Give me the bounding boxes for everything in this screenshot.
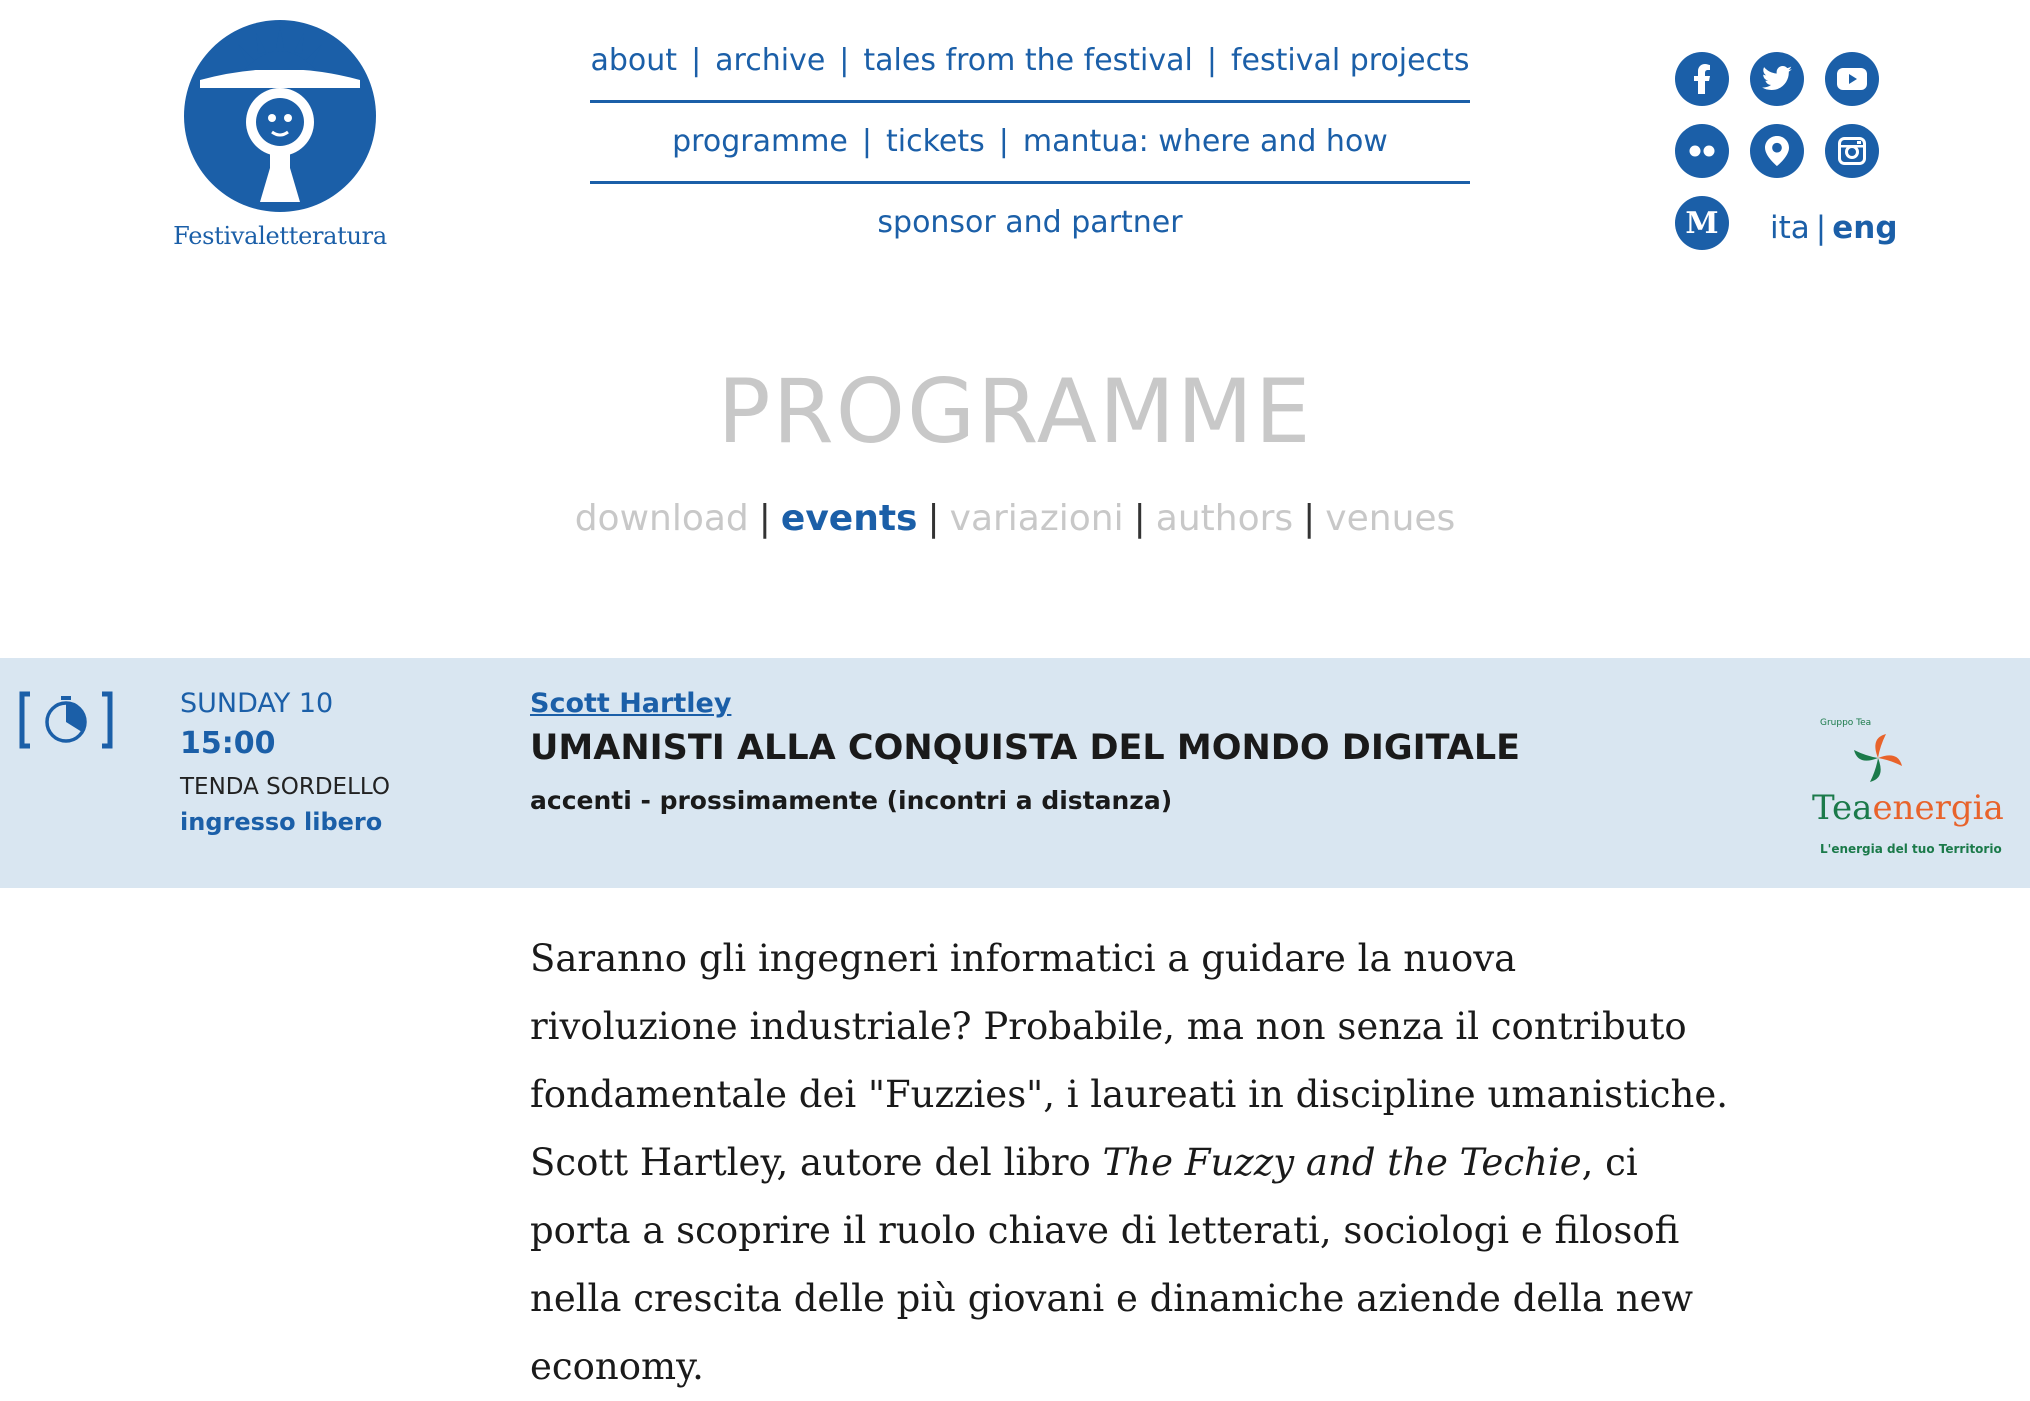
clock-icon [18,690,114,754]
nav-separator: | [861,124,872,159]
lion-logo-icon [182,18,378,214]
book-title: The Fuzzy and the Techie [1102,1141,1582,1184]
pinwheel-icon [1850,730,1906,786]
nav-separator: | [998,124,1009,159]
map-pin-icon[interactable] [1750,124,1804,178]
nav-row-3 [590,184,1470,262]
event-time: 15:00 [180,726,276,761]
nav-separator: | [839,43,850,78]
nav-row-1 [590,22,1470,103]
sponsor-tagline: L'energia del tuo Territorio [1820,842,2002,856]
language-switch [1770,210,1898,246]
page-title: PROGRAMME [717,360,1313,463]
sponsor-name [1812,788,2012,828]
subnav-separator: | [1133,498,1146,539]
lang-ita[interactable]: ita [1770,210,1810,246]
event-title: UMANISTI ALLA CONQUISTA DEL MONDO DIGITALE [530,728,1521,768]
subnav-separator: | [1303,498,1316,539]
subnav-separator: | [927,498,940,539]
nav-row-2 [590,103,1470,184]
lang-eng[interactable]: eng [1832,210,1898,246]
nav-separator: | [691,43,702,78]
event-day: SUNDAY 10 [180,688,334,719]
description-part-1: Saranno gli ingegneri informatici a guidare la nuova rivoluzione industriale? Probabile, ma non senza il contributo fondamentale dei "Fuzzies", i laureati in discipline umanistiche. Scott Hartley, autore del libro [530,937,1729,1184]
facebook-icon[interactable] [1675,52,1729,106]
nav-sponsor-and-partner[interactable]: sponsor and partner [877,205,1183,240]
instagram-icon[interactable] [1825,124,1879,178]
flickr-icon[interactable] [1675,124,1729,178]
subnav-events[interactable]: events [780,498,918,539]
youtube-icon[interactable] [1825,52,1879,106]
event-header [0,658,2030,888]
sponsor-name-energia: energia [1872,788,2004,828]
nav-mantua-where-and-how[interactable]: mantua: where and how [1022,124,1388,159]
medium-glyph: M [1685,205,1719,241]
subnav-separator: | [758,498,771,539]
nav-tales-from-the-festival[interactable]: tales from the festival [863,43,1193,78]
event-series: accenti - prossimamente (incontri a distanza) [530,786,1173,815]
nav-archive[interactable]: archive [715,43,826,78]
logo-text: Festivaletteratura [173,222,387,250]
subnav-download[interactable]: download [574,498,749,539]
twitter-icon[interactable] [1750,52,1804,106]
description-part-2: , ci porta a scoprire il ruolo chiave di letterati, sociologi e filosofi nella crescita delle più giovani e dinamiche aziende della new economy. [530,1141,1694,1388]
sponsor-name-tea: Tea [1812,788,1873,828]
event-venue: TENDA SORDELLO [180,774,390,800]
sponsor-group: Gruppo Tea [1820,718,1872,728]
festival-logo[interactable] [170,18,390,258]
subnav-venues[interactable]: venues [1325,498,1456,539]
sponsor-logo[interactable] [1812,718,2012,856]
nav-separator: | [1206,43,1217,78]
programme-subnav [0,498,2030,539]
nav-programme[interactable]: programme [672,124,848,159]
subnav-authors[interactable]: authors [1155,498,1294,539]
lang-separator: | [1815,210,1827,246]
main-nav [590,22,1470,262]
medium-icon[interactable] [1675,196,1729,250]
nav-about[interactable]: about [590,43,678,78]
subnav-variazioni[interactable]: variazioni [949,498,1124,539]
nav-tickets[interactable]: tickets [886,124,985,159]
event-description [530,925,1730,1401]
event-author-link[interactable]: Scott Hartley [530,688,732,719]
event-entry-info: ingresso libero [180,808,383,836]
nav-festival-projects[interactable]: festival projects [1230,43,1470,78]
